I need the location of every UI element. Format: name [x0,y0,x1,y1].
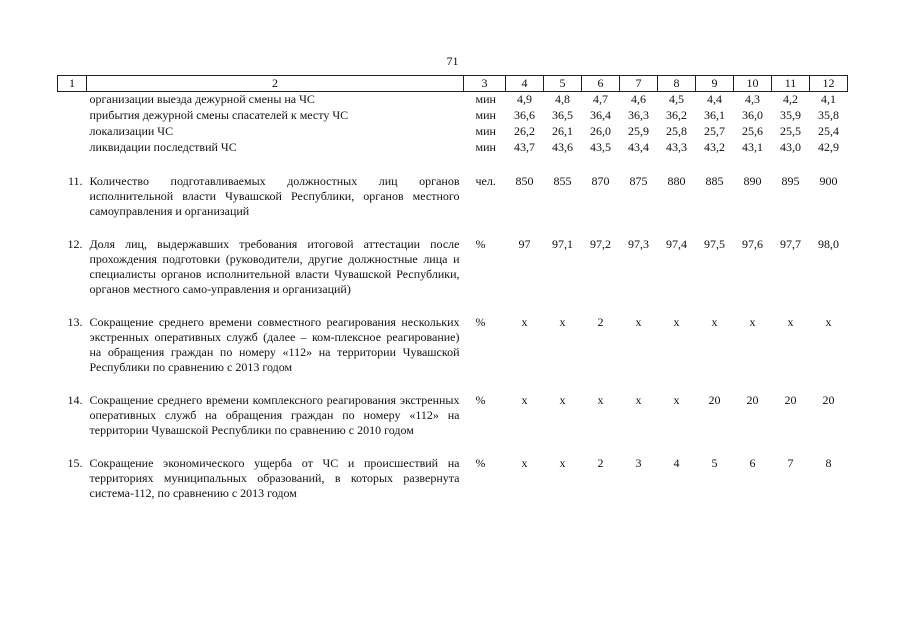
value-cell: х [787,315,794,329]
value-cell: х [559,315,566,329]
indicators-table [57,75,848,501]
value-cell: 97,4 [666,237,687,251]
value-cell: 880 [667,174,686,188]
unit-cell: мин [475,140,496,154]
table-row [58,393,848,438]
row-number-cell [58,108,87,124]
value-cell: 20 [708,393,721,407]
value-cell: 4,1 [821,92,836,106]
indicator-name-cell: Доля лиц, выдержавших требования итоговой аттестации после прохождения подготовки (руководители, другие должностные лица и специалисты органов исполнительной власти Чувашской Республики, органов местного само-управления и организаций) [89,237,460,296]
row-spacer [58,156,848,174]
value-cell: 870 [591,174,610,188]
value-cell: 20 [822,393,835,407]
row-number-cell: 11. [67,174,83,188]
header-cell: 3 [464,76,506,92]
value-cell: 42,9 [818,140,839,154]
spacer-cell [58,219,848,237]
header-cell: 11 [772,76,810,92]
indicator-name-cell: ликвидации последствий ЧС [89,140,237,154]
row-number-cell: 12. [67,237,83,251]
table-subrow [58,140,848,156]
header-row [58,76,848,92]
header-cell: 12 [810,76,848,92]
value-cell: 4,8 [555,92,570,106]
value-cell: 25,4 [818,124,839,138]
value-cell: 36,6 [514,108,535,122]
header-cell: 1 [58,76,87,92]
value-cell: 35,8 [818,108,839,122]
header-cell: 9 [696,76,734,92]
value-cell: 26,0 [590,124,611,138]
value-cell: 25,5 [780,124,801,138]
value-cell: 36,3 [628,108,649,122]
value-cell: 43,5 [590,140,611,154]
value-cell: 26,1 [552,124,573,138]
value-cell: 6 [749,456,756,470]
row-number-cell [58,124,87,140]
row-number-cell [58,92,87,109]
value-cell: 4,6 [631,92,646,106]
value-cell: х [673,393,680,407]
value-cell: х [635,393,642,407]
value-cell: х [559,393,566,407]
value-cell: х [521,456,528,470]
header-cell: 10 [734,76,772,92]
value-cell: 36,2 [666,108,687,122]
row-number-cell [58,140,87,156]
unit-cell: % [475,315,486,329]
spacer-cell [58,156,848,174]
unit-cell: % [475,456,486,470]
row-spacer [58,438,848,456]
value-cell: 97,7 [780,237,801,251]
value-cell: 875 [629,174,648,188]
value-cell: 25,6 [742,124,763,138]
value-cell: 97,3 [628,237,649,251]
value-cell: 43,4 [628,140,649,154]
header-cell: 8 [658,76,696,92]
table-row [58,174,848,219]
value-cell: 43,6 [552,140,573,154]
value-cell: 4,7 [593,92,608,106]
header-cell: 2 [87,76,464,92]
value-cell: 36,5 [552,108,573,122]
row-number-cell: 15. [67,456,83,470]
table-subrow [58,108,848,124]
table-row [58,237,848,297]
value-cell: 97,1 [552,237,573,251]
spacer-cell [58,438,848,456]
value-cell: 97,2 [590,237,611,251]
table-subrow [58,124,848,140]
unit-cell: % [475,393,486,407]
indicator-name-cell: локализации ЧС [89,124,174,138]
value-cell: х [521,393,528,407]
page-number: 71 [446,54,459,68]
value-cell: х [825,315,832,329]
value-cell: 36,1 [704,108,725,122]
value-cell: 43,2 [704,140,725,154]
value-cell: 25,9 [628,124,649,138]
value-cell: 900 [819,174,838,188]
value-cell: 3 [635,456,642,470]
unit-cell: чел. [475,174,496,188]
value-cell: 855 [553,174,572,188]
value-cell: 43,7 [514,140,535,154]
row-spacer [58,219,848,237]
unit-cell: % [475,237,486,251]
value-cell: 43,1 [742,140,763,154]
value-cell: 43,3 [666,140,687,154]
value-cell: 25,7 [704,124,725,138]
spacer-cell [58,297,848,315]
row-number-cell: 14. [67,393,83,407]
value-cell: х [559,456,566,470]
value-cell: 20 [746,393,759,407]
value-cell: 35,9 [780,108,801,122]
row-spacer [58,297,848,315]
indicator-name-cell: организации выезда дежурной смены на ЧС [89,92,315,106]
value-cell: 36,4 [590,108,611,122]
value-cell: 4,3 [745,92,760,106]
value-cell: 8 [825,456,832,470]
value-cell: 2 [597,456,604,470]
table-row [58,315,848,375]
value-cell: х [635,315,642,329]
header-cell: 7 [620,76,658,92]
table-row [58,456,848,501]
value-cell: 4,4 [707,92,722,106]
indicator-name-cell: Сокращение среднего времени совместного реагирования нескольких экстренных оперативных служб (далее – ком-плексное реагирование) на обращения граждан по номеру «112» на территории Чувашской Республики по сравнению с 2013 годом [89,315,460,374]
unit-cell: мин [475,124,496,138]
unit-cell: мин [475,92,496,106]
value-cell: 5 [711,456,718,470]
value-cell: 26,2 [514,124,535,138]
value-cell: 36,0 [742,108,763,122]
value-cell: 97 [518,237,531,251]
value-cell: 4 [673,456,680,470]
value-cell: 25,8 [666,124,687,138]
indicator-name-cell: прибытия дежурной смены спасателей к месту ЧС [89,108,349,122]
value-cell: 97,6 [742,237,763,251]
spacer-cell [58,375,848,393]
value-cell: х [521,315,528,329]
indicator-name-cell: Сокращение среднего времени комплексного реагирования экстренных оперативных служб на обращения граждан по номеру «112» на территории Чувашской Республики по сравнению с 2010 годом [89,393,460,437]
row-spacer [58,375,848,393]
header-cell: 4 [506,76,544,92]
value-cell: 4,2 [783,92,798,106]
indicator-name-cell: Сокращение экономического ущерба от ЧС и происшествий на территориях муниципальных образований, в которых развернута система-112, по сравнению с 2013 годом [89,456,460,500]
value-cell: 850 [515,174,534,188]
value-cell: 97,5 [704,237,725,251]
indicator-name-cell: Количество подготавливаемых должностных лиц органов исполнительной власти Чувашской Республики, органов местного самоуправления и организаций [89,174,460,218]
value-cell: 895 [781,174,800,188]
header-cell: 5 [544,76,582,92]
value-cell: 885 [705,174,724,188]
value-cell: х [673,315,680,329]
value-cell: 890 [743,174,762,188]
value-cell: 7 [787,456,794,470]
value-cell: 43,0 [780,140,801,154]
value-cell: 20 [784,393,797,407]
value-cell: 4,9 [517,92,532,106]
value-cell: 98,0 [818,237,839,251]
unit-cell: мин [475,108,496,122]
value-cell: 4,5 [669,92,684,106]
value-cell: 2 [597,315,604,329]
row-number-cell: 13. [67,315,83,329]
value-cell: х [597,393,604,407]
value-cell: х [749,315,756,329]
value-cell: х [711,315,718,329]
header-cell: 6 [582,76,620,92]
table-subrow [58,92,848,109]
